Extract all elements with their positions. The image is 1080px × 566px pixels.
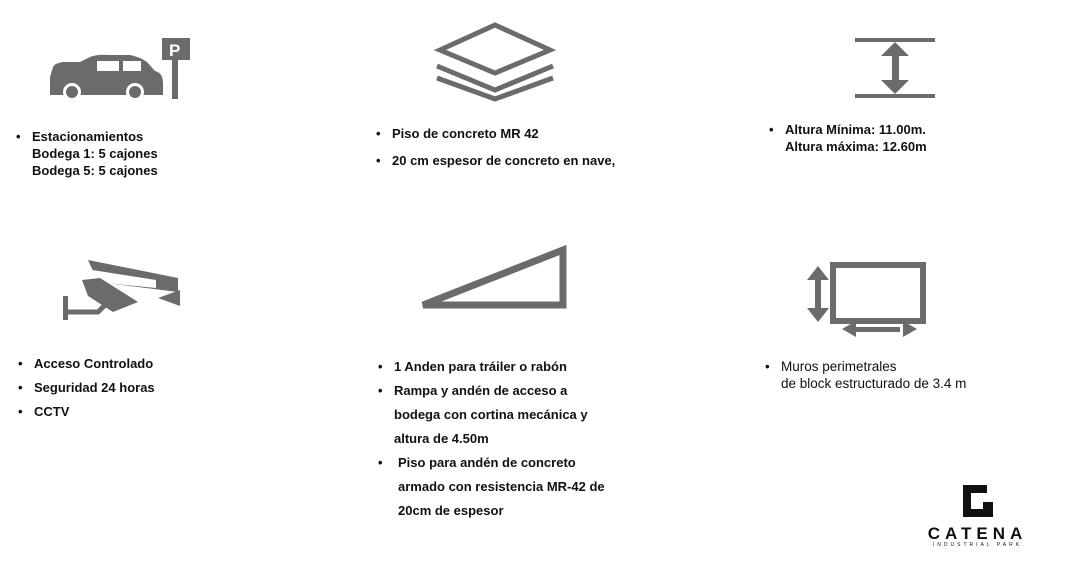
list-item: • Altura Mínima: 11.00m. [769, 121, 927, 138]
parking-info [16, 128, 158, 179]
security-info [18, 355, 155, 420]
height-info [769, 121, 927, 155]
list-item: • 20 cm espesor de concreto en nave, [376, 152, 615, 169]
list-item: 20cm de espesor [398, 503, 504, 518]
ramp-triangle-icon [415, 245, 570, 310]
list-item: • Muros perimetrales [765, 358, 966, 375]
list-item: armado con resistencia MR-42 de [398, 479, 605, 494]
list-item: • Piso para andén de concreto [378, 451, 605, 475]
catena-logo [905, 480, 1050, 550]
list-item: • Seguridad 24 horas [18, 379, 155, 396]
security-camera-icon [58, 258, 188, 322]
list-item: Bodega 1: 5 cajones [32, 146, 158, 161]
catena-logo-mark [957, 482, 1001, 520]
list-item: • CCTV [18, 403, 155, 420]
walls-info [765, 358, 966, 392]
list-item: Bodega 5: 5 cajones [32, 163, 158, 178]
list-item: de block estructurado de 3.4 m [781, 376, 967, 391]
list-item: Altura máxima: 12.60m [785, 139, 927, 154]
list-item: • 1 Anden para tráiler o rabón [378, 355, 605, 379]
svg-text:P: P [169, 41, 181, 60]
wall-dimensions-icon [802, 262, 930, 340]
list-item: • Acceso Controlado [18, 355, 155, 372]
layers-icon [430, 20, 560, 102]
logo-subtitle: INDUSTRIAL PARK [932, 542, 1023, 548]
list-item: • Estacionamientos [16, 128, 158, 145]
dock-info [378, 355, 605, 523]
car-parking-icon [45, 35, 195, 105]
height-arrow-icon [855, 38, 937, 100]
list-item: bodega con cortina mecánica y [394, 407, 588, 422]
list-item: altura de 4.50m [394, 431, 489, 446]
list-item: • Piso de concreto MR 42 [376, 125, 615, 142]
floor-info [376, 125, 615, 169]
list-item: • Rampa y andén de acceso a [378, 379, 605, 403]
logo-name: CATENA [927, 524, 1028, 543]
